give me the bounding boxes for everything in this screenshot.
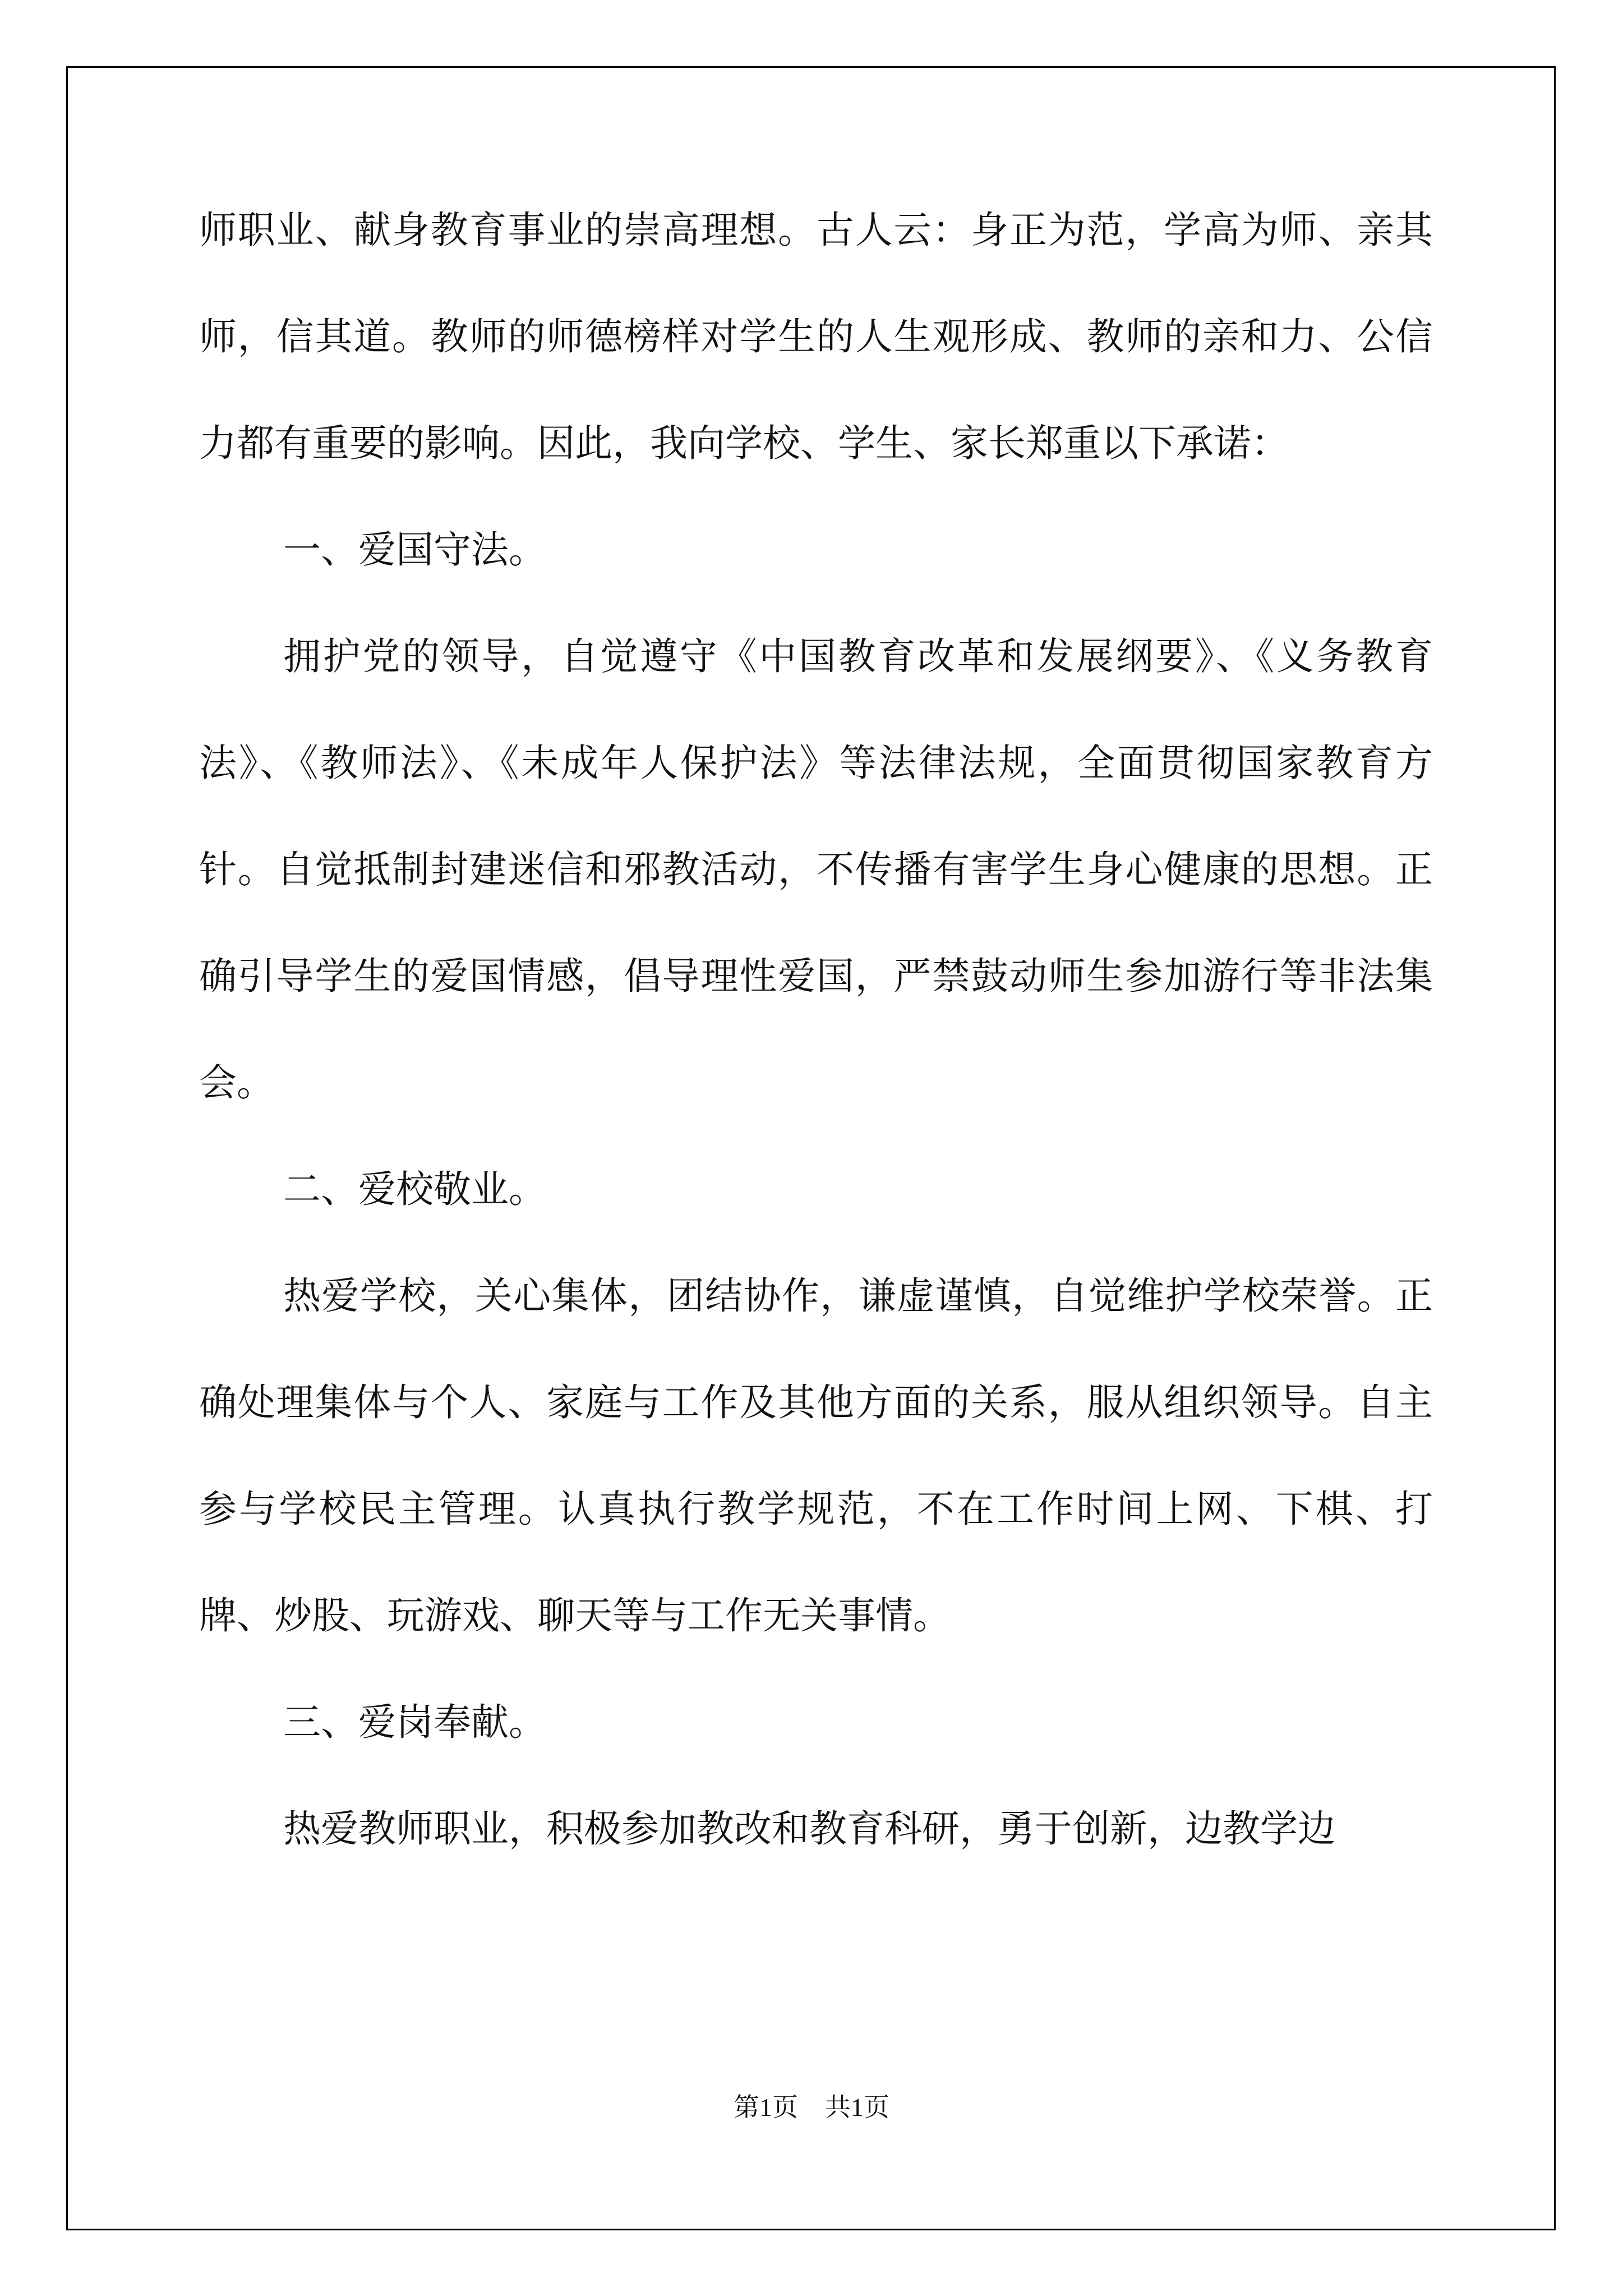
page-number: 第1页 xyxy=(734,2093,798,2122)
paragraph: 师职业、献身教育事业的崇高理想。古人云：身正为范，学高为师、亲其师，信其道。教师的师德榜样对学生的人生观形成、教师的亲和力、公信力都有重要的影响。因此，我向学校、学生、家长郑重以下承诺： xyxy=(199,208,1433,465)
document-body xyxy=(199,177,1433,1882)
section-heading-1: 一、爱国守法。 xyxy=(283,528,546,572)
page-footer xyxy=(0,2087,1623,2124)
page-total: 共1页 xyxy=(825,2093,889,2122)
section-heading-3: 三、爱岗奉献。 xyxy=(283,1700,546,1744)
paragraph: 热爱教师职业，积极参加教改和教育科研，勇于创新，边教学边 xyxy=(283,1807,1335,1851)
section-heading-2: 二、爱校敬业。 xyxy=(283,1167,546,1211)
paragraph: 热爱学校，关心集体，团结协作，谦虚谨慎，自觉维护学校荣誉。正确处理集体与个人、家庭与工作及其他方面的关系，服从组织领导。自主参与学校民主管理。认真执行教学规范，不在工作时间上网、下棋、打牌、炒股、玩游戏、聊天等与工作无关事情。 xyxy=(199,1274,1433,1637)
paragraph: 拥护党的领导，自觉遵守《中国教育改革和发展纲要》、《义务教育法》、《教师法》、《未成年人保护法》等法律法规，全面贯彻国家教育方针。自觉抵制封建迷信和邪教活动，不传播有害学生身心健康的思想。正确引导学生的爱国情感，倡导理性爱国，严禁鼓动师生参加游行等非法集会。 xyxy=(199,634,1433,1105)
